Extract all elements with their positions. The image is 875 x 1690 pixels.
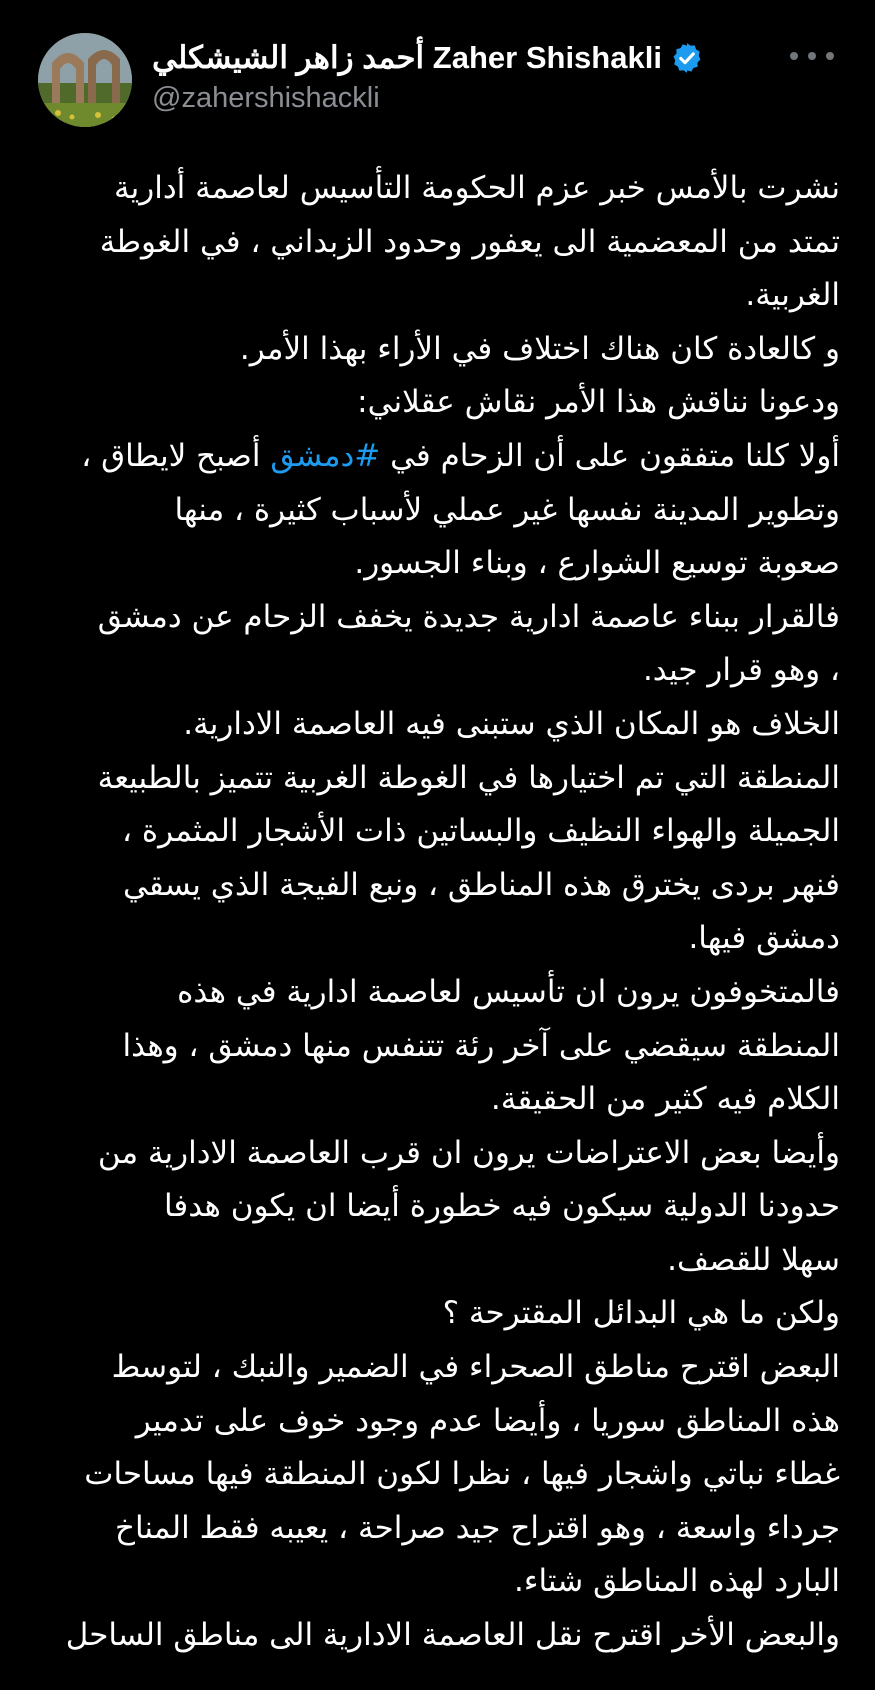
post-text-line: غطاء نباتي واشجار فيها ، نظرا لكون المنطقة فيها مساحات xyxy=(84,1456,840,1493)
post-text-line: المنطقة التي تم اختيارها في الغوطة الغربية تتميز بالطبيعة xyxy=(97,759,840,796)
post-text-line: البارد لهذه المناطق شتاء. xyxy=(514,1563,840,1600)
avatar[interactable] xyxy=(38,33,132,127)
post-text-line: ودعونا نناقش هذا الأمر نقاش عقلاني: xyxy=(357,384,840,421)
post-text-line: المنطقة سيقضي على آخر رئة تتنفس منها دمشق ، وهذا xyxy=(122,1027,840,1064)
hashtag-link[interactable]: #دمشق xyxy=(270,437,381,474)
post-header xyxy=(0,0,875,150)
post-text-line: الجميلة والهواء النظيف والبساتين ذات الأشجار المثمرة ، xyxy=(122,813,840,850)
post-text-line: الغربية. xyxy=(745,277,840,314)
post-text-line: ، وهو قرار جيد. xyxy=(642,652,840,689)
post-text-line: وأيضا بعض الاعتراضات يرون ان قرب العاصمة الادارية من xyxy=(97,1134,840,1171)
post-text-line: و كالعادة كان هناك اختلاف في الأراء بهذا الأمر. xyxy=(239,330,840,367)
author-handle[interactable]: @zahershishackli xyxy=(152,82,380,114)
post-text-line: دمشق فيها. xyxy=(688,920,840,957)
post-text-line: ولكن ما هي البدائل المقترحة ؟ xyxy=(442,1295,840,1332)
post-text-line: تمتد من المعضمية الى يعفور وحدود الزبداني ، في الغوطة xyxy=(99,223,840,260)
post-text-line: حدودنا الدولية سيكون فيه خطورة أيضا ان يكون هدفا xyxy=(163,1188,840,1225)
post-text-segment: أولا كلنا متفقون على أن الزحام في xyxy=(380,437,840,474)
avatar-ruins-photo xyxy=(38,33,132,127)
post-text-line: والبعض الأخر اقترح نقل العاصمة الادارية الى مناطق الساحل xyxy=(65,1617,840,1654)
post-text-line: صعوبة توسيع الشوارع ، وبناء الجسور. xyxy=(354,545,840,582)
post-text-line: فالقرار ببناء عاصمة ادارية جديدة يخفف الزحام عن دمشق xyxy=(97,598,840,635)
post-text xyxy=(40,162,840,1690)
post-text-line: سهلا للقصف. xyxy=(667,1241,840,1278)
post-text-line: الكلام فيه كثير من الحقيقة. xyxy=(490,1081,840,1118)
verified-badge-icon xyxy=(670,41,704,75)
ellipsis-icon[interactable] xyxy=(790,44,834,68)
post-text-line: نشرت بالأمس خبر عزم الحكومة التأسيس لعاصمة أدارية xyxy=(114,170,840,206)
post-text-segment: أصبح لايطاق ، xyxy=(81,437,271,474)
author-info xyxy=(152,36,712,115)
post-text-line: الخلاف هو المكان الذي ستبنى فيه العاصمة الادارية. xyxy=(183,705,840,742)
post-text-line-with-hashtag xyxy=(40,430,840,484)
post-text-line: هذه المناطق سوريا ، وأيضا عدم وجود خوف على تدمير xyxy=(135,1402,840,1439)
post-text-line: وتطوير المدينة نفسها غير عملي لأسباب كثيرة ، منها xyxy=(174,491,840,528)
post-text-line: فنهر بردى يخترق هذه المناطق ، ونبع الفيجة الذي يسقي xyxy=(123,866,840,903)
post-text-line: جرداء واسعة ، وهو اقتراح جيد صراحة ، يعيبه فقط المناخ xyxy=(114,1509,840,1546)
post-text-line: فالمتخوفون يرون ان تأسيس لعاصمة ادارية في هذه xyxy=(177,973,840,1010)
author-display-name[interactable]: أحمد زاهر الشيشكلي Zaher Shishakli xyxy=(152,40,662,75)
post-text-line: البعض اقترح مناطق الصحراء في الضمير والنبك ، لتوسط xyxy=(111,1349,840,1386)
author-name-row[interactable] xyxy=(152,36,712,80)
